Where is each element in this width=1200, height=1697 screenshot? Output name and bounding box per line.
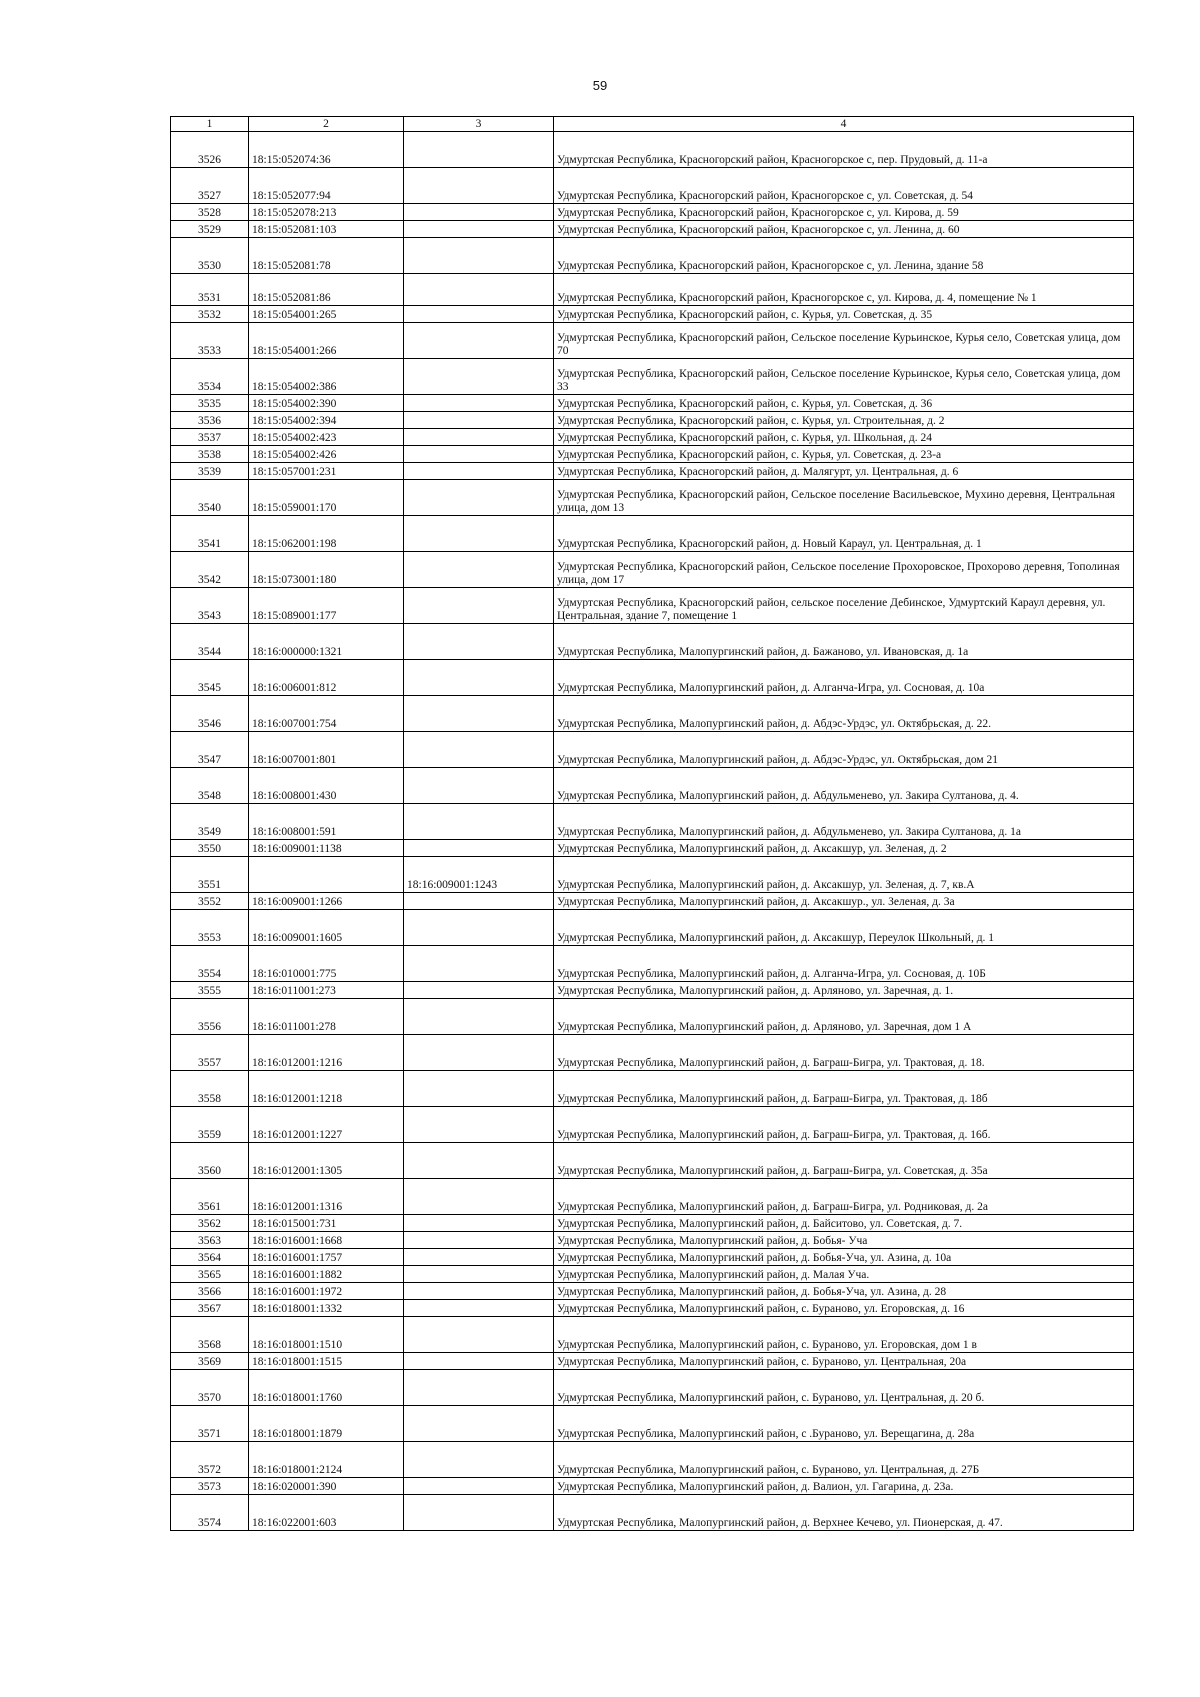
- table-row: [171, 910, 1134, 946]
- cadastral-number: 18:16:015001:731: [249, 1215, 404, 1232]
- table-row: [171, 204, 1134, 221]
- cadastral-number-alt: [404, 1232, 554, 1249]
- table-row: [171, 1442, 1134, 1478]
- address: Удмуртская Республика, Малопургинский район, д. Аксакшур., ул. Зеленая, д. 3а: [554, 893, 1134, 910]
- cadastral-number-alt: [404, 624, 554, 660]
- table-row: [171, 1353, 1134, 1370]
- row-number: 3570: [171, 1370, 249, 1406]
- cadastral-number-alt: [404, 1179, 554, 1215]
- cadastral-number-alt: [404, 1406, 554, 1442]
- row-number: 3567: [171, 1300, 249, 1317]
- table-row: [171, 1143, 1134, 1179]
- address: Удмуртская Республика, Малопургинский район, д. Баграш-Бигра, ул. Трактовая, д. 16б.: [554, 1107, 1134, 1143]
- cadastral-number-alt: [404, 395, 554, 412]
- cadastral-number: 18:16:007001:801: [249, 732, 404, 768]
- row-number: 3558: [171, 1071, 249, 1107]
- cadastral-number-alt: [404, 306, 554, 323]
- cadastral-number-alt: [404, 1143, 554, 1179]
- address: Удмуртская Республика, Малопургинский район, д. Бажаново, ул. Ивановская, д. 1а: [554, 624, 1134, 660]
- cadastral-number-alt: [404, 168, 554, 204]
- address: Удмуртская Республика, Красногорский район, Сельское поселение Курьинское, Курья село, Советская улица, дом 70: [554, 323, 1134, 359]
- address: Удмуртская Республика, Красногорский район, Красногорское с, ул. Советская, д. 54: [554, 168, 1134, 204]
- cadastral-number-alt: [404, 982, 554, 999]
- cadastral-number-alt: [404, 732, 554, 768]
- table-row: [171, 946, 1134, 982]
- table-row: [171, 804, 1134, 840]
- table-row: [171, 221, 1134, 238]
- cadastral-number: 18:16:012001:1218: [249, 1071, 404, 1107]
- table-row: [171, 1035, 1134, 1071]
- row-number: 3551: [171, 857, 249, 893]
- address: Удмуртская Республика, Красногорский район, с. Курья, ул. Советская, д. 36: [554, 395, 1134, 412]
- row-number: 3542: [171, 552, 249, 588]
- cadastral-number-alt: [404, 446, 554, 463]
- cadastral-number: 18:16:016001:1882: [249, 1266, 404, 1283]
- table-row: [171, 768, 1134, 804]
- table-row: [171, 168, 1134, 204]
- cadastral-number-alt: [404, 221, 554, 238]
- table-row: [171, 1370, 1134, 1406]
- address: Удмуртская Республика, Красногорский район, Красногорское с, ул. Кирова, д. 59: [554, 204, 1134, 221]
- row-number: 3564: [171, 1249, 249, 1266]
- row-number: 3566: [171, 1283, 249, 1300]
- cadastral-number: 18:15:052074:36: [249, 132, 404, 168]
- row-number: 3543: [171, 588, 249, 624]
- cadastral-number: 18:15:054001:265: [249, 306, 404, 323]
- row-number: 3574: [171, 1495, 249, 1531]
- row-number: 3572: [171, 1442, 249, 1478]
- cadastral-number-alt: [404, 412, 554, 429]
- row-number: 3537: [171, 429, 249, 446]
- cadastral-number-alt: [404, 359, 554, 395]
- address: Удмуртская Республика, Малопургинский район, д. Малая Уча.: [554, 1266, 1134, 1283]
- cadastral-number: 18:16:012001:1316: [249, 1179, 404, 1215]
- address: Удмуртская Республика, Красногорский район, Красногорское с, ул. Кирова, д. 4, помещение № 1: [554, 274, 1134, 306]
- cadastral-number: 18:16:008001:430: [249, 768, 404, 804]
- row-number: 3553: [171, 910, 249, 946]
- cadastral-number: 18:16:016001:1668: [249, 1232, 404, 1249]
- row-number: 3549: [171, 804, 249, 840]
- row-number: 3547: [171, 732, 249, 768]
- cadastral-number: 18:15:054002:390: [249, 395, 404, 412]
- cadastral-number: 18:15:052081:86: [249, 274, 404, 306]
- cadastral-number-alt: [404, 429, 554, 446]
- address: Удмуртская Республика, Малопургинский район, д. Баграш-Бигра, ул. Советская, д. 35а: [554, 1143, 1134, 1179]
- table-row: [171, 1107, 1134, 1143]
- cadastral-number: 18:16:010001:775: [249, 946, 404, 982]
- row-number: 3545: [171, 660, 249, 696]
- table-row: [171, 463, 1134, 480]
- row-number: 3541: [171, 516, 249, 552]
- cadastral-number: 18:16:022001:603: [249, 1495, 404, 1531]
- address: Удмуртская Республика, Малопургинский район, с .Бураново, ул. Верещагина, д. 28а: [554, 1406, 1134, 1442]
- cadastral-number-alt: [404, 588, 554, 624]
- cadastral-number-alt: [404, 893, 554, 910]
- table-row: [171, 412, 1134, 429]
- row-number: 3548: [171, 768, 249, 804]
- address: Удмуртская Республика, Малопургинский район, с. Бураново, ул. Центральная, 20а: [554, 1353, 1134, 1370]
- register-table: [170, 116, 1134, 1531]
- row-number: 3536: [171, 412, 249, 429]
- cadastral-number: 18:15:052077:94: [249, 168, 404, 204]
- cadastral-number: 18:16:009001:1266: [249, 893, 404, 910]
- cadastral-number: 18:15:062001:198: [249, 516, 404, 552]
- address: Удмуртская Республика, Красногорский район, Красногорское с, ул. Ленина, здание 58: [554, 238, 1134, 274]
- table-row: [171, 732, 1134, 768]
- table-row: [171, 840, 1134, 857]
- address: Удмуртская Республика, Красногорский район, д. Малягурт, ул. Центральная, д. 6: [554, 463, 1134, 480]
- cadastral-number-alt: [404, 804, 554, 840]
- cadastral-number-alt: [404, 1071, 554, 1107]
- table-row: [171, 1300, 1134, 1317]
- row-number: 3532: [171, 306, 249, 323]
- cadastral-number: 18:15:054002:386: [249, 359, 404, 395]
- table-row: [171, 660, 1134, 696]
- column-header-3: 3: [404, 117, 554, 132]
- cadastral-number: 18:15:054002:423: [249, 429, 404, 446]
- address: Удмуртская Республика, Малопургинский район, д. Бобья-Уча, ул. Азина, д. 10а: [554, 1249, 1134, 1266]
- cadastral-number: 18:16:000000:1321: [249, 624, 404, 660]
- table-row: [171, 1317, 1134, 1353]
- address: Удмуртская Республика, Малопургинский район, д. Валион, ул. Гагарина, д. 23а.: [554, 1478, 1134, 1495]
- cadastral-number: 18:16:009001:1138: [249, 840, 404, 857]
- cadastral-number: 18:16:018001:1510: [249, 1317, 404, 1353]
- address: Удмуртская Республика, Красногорский район, с. Курья, ул. Строительная, д. 2: [554, 412, 1134, 429]
- cadastral-number-alt: [404, 1370, 554, 1406]
- cadastral-number: 18:16:012001:1227: [249, 1107, 404, 1143]
- cadastral-number: 18:16:011001:278: [249, 999, 404, 1035]
- cadastral-number-alt: [404, 480, 554, 516]
- cadastral-number-alt: [404, 910, 554, 946]
- address: Удмуртская Республика, Малопургинский район, д. Аксакшур, ул. Зеленая, д. 7, кв.А: [554, 857, 1134, 893]
- cadastral-number-alt: [404, 1107, 554, 1143]
- cadastral-number: 18:16:016001:1972: [249, 1283, 404, 1300]
- cadastral-number-alt: [404, 1266, 554, 1283]
- address: Удмуртская Республика, Красногорский район, Красногорское с, ул. Ленина, д. 60: [554, 221, 1134, 238]
- address: Удмуртская Республика, Красногорский район, Сельское поселение Курьинское, Курья село, Советская улица, дом 33: [554, 359, 1134, 395]
- cadastral-number-alt: [404, 463, 554, 480]
- table-row: [171, 274, 1134, 306]
- table-row: [171, 446, 1134, 463]
- address: Удмуртская Республика, Малопургинский район, д. Абдэс-Урдэс, ул. Октябрьская, д. 22.: [554, 696, 1134, 732]
- table-row: [171, 1478, 1134, 1495]
- cadastral-number: [249, 857, 404, 893]
- table-row: [171, 1495, 1134, 1531]
- table-row: [171, 1266, 1134, 1283]
- cadastral-number: 18:16:008001:591: [249, 804, 404, 840]
- cadastral-number-alt: [404, 768, 554, 804]
- row-number: 3550: [171, 840, 249, 857]
- cadastral-number-alt: [404, 132, 554, 168]
- table-row: [171, 1179, 1134, 1215]
- address: Удмуртская Республика, Малопургинский район, д. Алганча-Игра, ул. Сосновая, д. 10а: [554, 660, 1134, 696]
- row-number: 3544: [171, 624, 249, 660]
- cadastral-number-alt: [404, 204, 554, 221]
- cadastral-number: 18:16:016001:1757: [249, 1249, 404, 1266]
- cadastral-number: 18:16:009001:1605: [249, 910, 404, 946]
- cadastral-number-alt: [404, 1478, 554, 1495]
- cadastral-number-alt: [404, 274, 554, 306]
- cadastral-number: 18:16:011001:273: [249, 982, 404, 999]
- cadastral-number: 18:16:006001:812: [249, 660, 404, 696]
- cadastral-number-alt: [404, 1300, 554, 1317]
- address: Удмуртская Республика, Малопургинский район, д. Аксакшур, ул. Зеленая, д. 2: [554, 840, 1134, 857]
- cadastral-number-alt: [404, 840, 554, 857]
- cadastral-number-alt: [404, 1035, 554, 1071]
- row-number: 3556: [171, 999, 249, 1035]
- table-row: [171, 429, 1134, 446]
- table-row: [171, 359, 1134, 395]
- table-body: [171, 132, 1134, 1531]
- cadastral-number-alt: [404, 552, 554, 588]
- row-number: 3531: [171, 274, 249, 306]
- address: Удмуртская Республика, Красногорский район, Красногорское с, пер. Прудовый, д. 11-а: [554, 132, 1134, 168]
- cadastral-number: 18:16:018001:1332: [249, 1300, 404, 1317]
- address: Удмуртская Республика, Малопургинский район, д. Алганча-Игра, ул. Сосновая, д. 10Б: [554, 946, 1134, 982]
- cadastral-number: 18:16:020001:390: [249, 1478, 404, 1495]
- row-number: 3565: [171, 1266, 249, 1283]
- table-row: [171, 624, 1134, 660]
- table-row: [171, 1071, 1134, 1107]
- cadastral-number-alt: 18:16:009001:1243: [404, 857, 554, 893]
- address: Удмуртская Республика, Малопургинский район, с. Бураново, ул. Центральная, д. 20 б.: [554, 1370, 1134, 1406]
- cadastral-number-alt: [404, 1249, 554, 1266]
- address: Удмуртская Республика, Малопургинский район, д. Баграш-Бигра, ул. Трактовая, д. 18б: [554, 1071, 1134, 1107]
- table-row: [171, 1406, 1134, 1442]
- cadastral-number: 18:15:054001:266: [249, 323, 404, 359]
- row-number: 3538: [171, 446, 249, 463]
- row-number: 3559: [171, 1107, 249, 1143]
- address: Удмуртская Республика, Малопургинский район, д. Баграш-Бигра, ул. Родниковая, д. 2а: [554, 1179, 1134, 1215]
- cadastral-number-alt: [404, 1317, 554, 1353]
- cadastral-number-alt: [404, 1215, 554, 1232]
- address: Удмуртская Республика, Малопургинский район, д. Арляново, ул. Заречная, дом 1 А: [554, 999, 1134, 1035]
- address: Удмуртская Республика, Красногорский район, сельское поселение Дебинское, Удмуртский Караул деревня, ул. Центральная, здание 7, помещение 1: [554, 588, 1134, 624]
- table-row: [171, 1249, 1134, 1266]
- table-row: [171, 1283, 1134, 1300]
- cadastral-number-alt: [404, 323, 554, 359]
- address: Удмуртская Республика, Малопургинский район, с. Бураново, ул. Егоровская, дом 1 в: [554, 1317, 1134, 1353]
- table-row: [171, 982, 1134, 999]
- table-row: [171, 238, 1134, 274]
- row-number: 3527: [171, 168, 249, 204]
- row-number: 3533: [171, 323, 249, 359]
- cadastral-number: 18:16:018001:1760: [249, 1370, 404, 1406]
- cadastral-number: 18:15:057001:231: [249, 463, 404, 480]
- cadastral-number-alt: [404, 660, 554, 696]
- address: Удмуртская Республика, Малопургинский район, д. Абдульменево, ул. Закира Султанова, д. 4.: [554, 768, 1134, 804]
- row-number: 3561: [171, 1179, 249, 1215]
- row-number: 3560: [171, 1143, 249, 1179]
- address: Удмуртская Республика, Красногорский район, с. Курья, ул. Школьная, д. 24: [554, 429, 1134, 446]
- table-row: [171, 552, 1134, 588]
- page-number: 59: [592, 78, 608, 93]
- row-number: 3540: [171, 480, 249, 516]
- address: Удмуртская Республика, Красногорский район, Сельское поселение Прохоровское, Прохорово деревня, Тополиная улица, дом 17: [554, 552, 1134, 588]
- address: Удмуртская Республика, Малопургинский район, д. Арляново, ул. Заречная, д. 1.: [554, 982, 1134, 999]
- address: Удмуртская Республика, Малопургинский район, д. Аксакшур, Переулок Школьный, д. 1: [554, 910, 1134, 946]
- table-row: [171, 999, 1134, 1035]
- address: Удмуртская Республика, Малопургинский район, с. Бураново, ул. Егоровская, д. 16: [554, 1300, 1134, 1317]
- table-row: [171, 1232, 1134, 1249]
- table-row: [171, 306, 1134, 323]
- column-header-1: 1: [171, 117, 249, 132]
- table-row: [171, 516, 1134, 552]
- address: Удмуртская Республика, Малопургинский район, д. Бобья-Уча, ул. Азина, д. 28: [554, 1283, 1134, 1300]
- row-number: 3528: [171, 204, 249, 221]
- cadastral-number: 18:16:018001:1879: [249, 1406, 404, 1442]
- address: Удмуртская Республика, Малопургинский район, д. Байситово, ул. Советская, д. 7.: [554, 1215, 1134, 1232]
- cadastral-number: 18:16:012001:1305: [249, 1143, 404, 1179]
- table-row: [171, 696, 1134, 732]
- cadastral-number-alt: [404, 1283, 554, 1300]
- table-row: [171, 588, 1134, 624]
- row-number: 3568: [171, 1317, 249, 1353]
- cadastral-number: 18:15:089001:177: [249, 588, 404, 624]
- row-number: 3529: [171, 221, 249, 238]
- row-number: 3534: [171, 359, 249, 395]
- row-number: 3555: [171, 982, 249, 999]
- cadastral-number: 18:15:052081:103: [249, 221, 404, 238]
- header-row: [171, 117, 1134, 132]
- table-row: [171, 893, 1134, 910]
- cadastral-number-alt: [404, 1353, 554, 1370]
- cadastral-number: 18:15:059001:170: [249, 480, 404, 516]
- row-number: 3562: [171, 1215, 249, 1232]
- cadastral-number: 18:15:054002:394: [249, 412, 404, 429]
- cadastral-number: 18:15:052078:213: [249, 204, 404, 221]
- cadastral-number-alt: [404, 696, 554, 732]
- row-number: 3546: [171, 696, 249, 732]
- address: Удмуртская Республика, Малопургинский район, д. Верхнее Кечево, ул. Пионерская, д. 47.: [554, 1495, 1134, 1531]
- address: Удмуртская Республика, Красногорский район, Сельское поселение Васильевское, Мухино деревня, Центральная улица, дом 13: [554, 480, 1134, 516]
- row-number: 3571: [171, 1406, 249, 1442]
- row-number: 3535: [171, 395, 249, 412]
- cadastral-number: 18:15:054002:426: [249, 446, 404, 463]
- row-number: 3563: [171, 1232, 249, 1249]
- cadastral-number-alt: [404, 238, 554, 274]
- table-row: [171, 132, 1134, 168]
- row-number: 3552: [171, 893, 249, 910]
- row-number: 3569: [171, 1353, 249, 1370]
- cadastral-number: 18:16:018001:2124: [249, 1442, 404, 1478]
- row-number: 3573: [171, 1478, 249, 1495]
- row-number: 3539: [171, 463, 249, 480]
- address: Удмуртская Республика, Малопургинский район, д. Абдэс-Урдэс, ул. Октябрьская, дом 21: [554, 732, 1134, 768]
- row-number: 3530: [171, 238, 249, 274]
- address: Удмуртская Республика, Красногорский район, д. Новый Караул, ул. Центральная, д. 1: [554, 516, 1134, 552]
- cadastral-number: 18:15:052081:78: [249, 238, 404, 274]
- table-row: [171, 857, 1134, 893]
- address: Удмуртская Республика, Малопургинский район, с. Бураново, ул. Центральная, д. 27Б: [554, 1442, 1134, 1478]
- address: Удмуртская Республика, Красногорский район, с. Курья, ул. Советская, д. 23-а: [554, 446, 1134, 463]
- address: Удмуртская Республика, Малопургинский район, д. Абдульменево, ул. Закира Султанова, д. 1а: [554, 804, 1134, 840]
- cadastral-number-alt: [404, 999, 554, 1035]
- column-header-4: 4: [554, 117, 1134, 132]
- cadastral-number: 18:15:073001:180: [249, 552, 404, 588]
- table-row: [171, 1215, 1134, 1232]
- row-number: 3557: [171, 1035, 249, 1071]
- row-number: 3526: [171, 132, 249, 168]
- cadastral-number-alt: [404, 516, 554, 552]
- cadastral-number: 18:16:012001:1216: [249, 1035, 404, 1071]
- row-number: 3554: [171, 946, 249, 982]
- column-header-2: 2: [249, 117, 404, 132]
- cadastral-number-alt: [404, 946, 554, 982]
- table-row: [171, 480, 1134, 516]
- cadastral-number: 18:16:007001:754: [249, 696, 404, 732]
- address: Удмуртская Республика, Красногорский район, с. Курья, ул. Советская, д. 35: [554, 306, 1134, 323]
- table-row: [171, 395, 1134, 412]
- cadastral-number-alt: [404, 1495, 554, 1531]
- address: Удмуртская Республика, Малопургинский район, д. Бобья- Уча: [554, 1232, 1134, 1249]
- cadastral-number-alt: [404, 1442, 554, 1478]
- table-row: [171, 323, 1134, 359]
- cadastral-number: 18:16:018001:1515: [249, 1353, 404, 1370]
- address: Удмуртская Республика, Малопургинский район, д. Баграш-Бигра, ул. Трактовая, д. 18.: [554, 1035, 1134, 1071]
